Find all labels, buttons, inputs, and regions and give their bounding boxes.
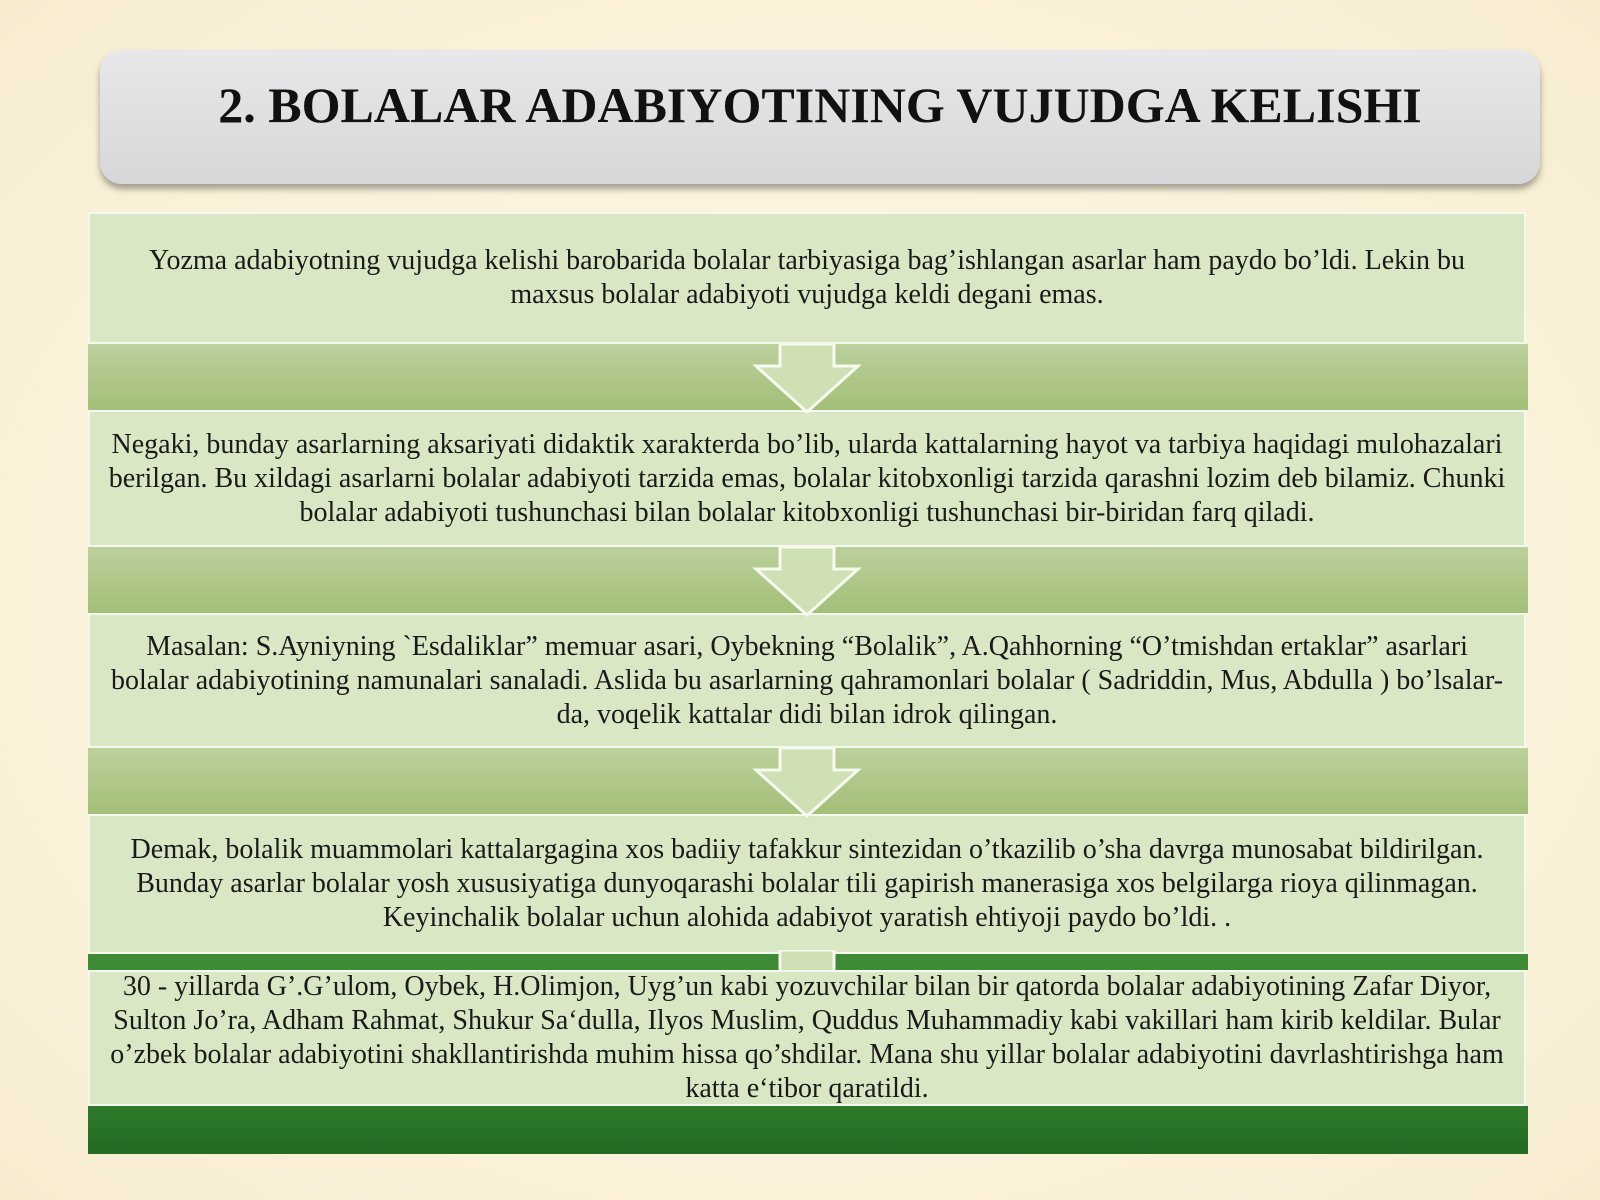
text-block-3-content: Masalan: S.Ayniyning `Esdaliklar” memuar asari, Oybekning “Bolalik”, A.Qahhorning “O’tmishdan ertaklar” asarlari bolalar adabiyotining namunalari sanaladi. Aslida bu asarlarning qahramonlari bolalar ( Sadriddin, Mus, Abdulla ) bo’lsalar-da, voqelik kattalar didi bilan idrok qilingan. (110, 630, 1504, 730)
band-5 (88, 1106, 1528, 1154)
text-block-1 (88, 212, 1526, 344)
text-block-5 (88, 970, 1526, 1106)
text-block-4-content: Demak, bolalik muammolari kattalargagina xos badiiy tafakkur sintezidan o’tkazilib o’sha davrga munosabat bildirilgan. Bunday asarlar bolalar yosh xususiyatiga dunyoqarashi bolalar tili gapirish manerasiga xos belgilarga rioya qilinmagan. Keyinchalik bolalar uchun alohida adabiyot yaratish ehtiyoji paydo bo’ldi. . (130, 834, 1484, 933)
text-block-3 (88, 613, 1526, 748)
text-block-5-content: 30 - yillarda G’.G’ulom, Oybek, H.Olimjon, Uyg’un kabi yozuvchilar bilan bir qatorda bolalar adabiyotining Zafar Diyor, Sulton Jo’ra, Adham Rahmat, Shukur Sa‘dulla, Ilyos Muslim, Quddus Muhammadiy kabi vakillari ham kirib keldilar. Bular o’zbek bolalar adabiyotini shakllantirishda muhim hissa qo’shdilar. Mana shu yillar bolalar adabiyotini davrlashtirishga ham katta e‘tibor qaratildi. (110, 971, 1504, 1104)
down-arrow-icon (752, 344, 862, 414)
page-title: 2. BOLALAR ADABIYOTINING VUJUDGA KELISHI (218, 77, 1422, 133)
down-arrow-icon (752, 547, 862, 617)
text-block-2 (88, 410, 1526, 547)
down-arrow-icon (752, 748, 862, 818)
text-block-1-content: Yozma adabiyotning vujudga kelishi barobarida bolalar tarbiyasiga bag’ishlangan asarlar ham paydo bo’ldi. Lekin bu maxsus bolalar adabiyoti vujudga keldi degani emas. (149, 245, 1465, 310)
text-block-4 (88, 814, 1526, 954)
title-banner (100, 50, 1540, 184)
text-block-2-content: Negaki, bunday asarlarning aksariyati didaktik xarakterda bo’lib, ularda kattalarning hayot va tarbiya haqidagi mulohazalari berilgan. Bu xildagi asarlarni bolalar adabiyoti tarzida emas, bolalar kitobxonligi tarzida qarashni lozim deb bilamiz. Chunki bolalar adabiyoti tushunchasi bilan bolalar kitobxonligi tushunchasi bir-biridan farq qiladi. (108, 428, 1506, 528)
